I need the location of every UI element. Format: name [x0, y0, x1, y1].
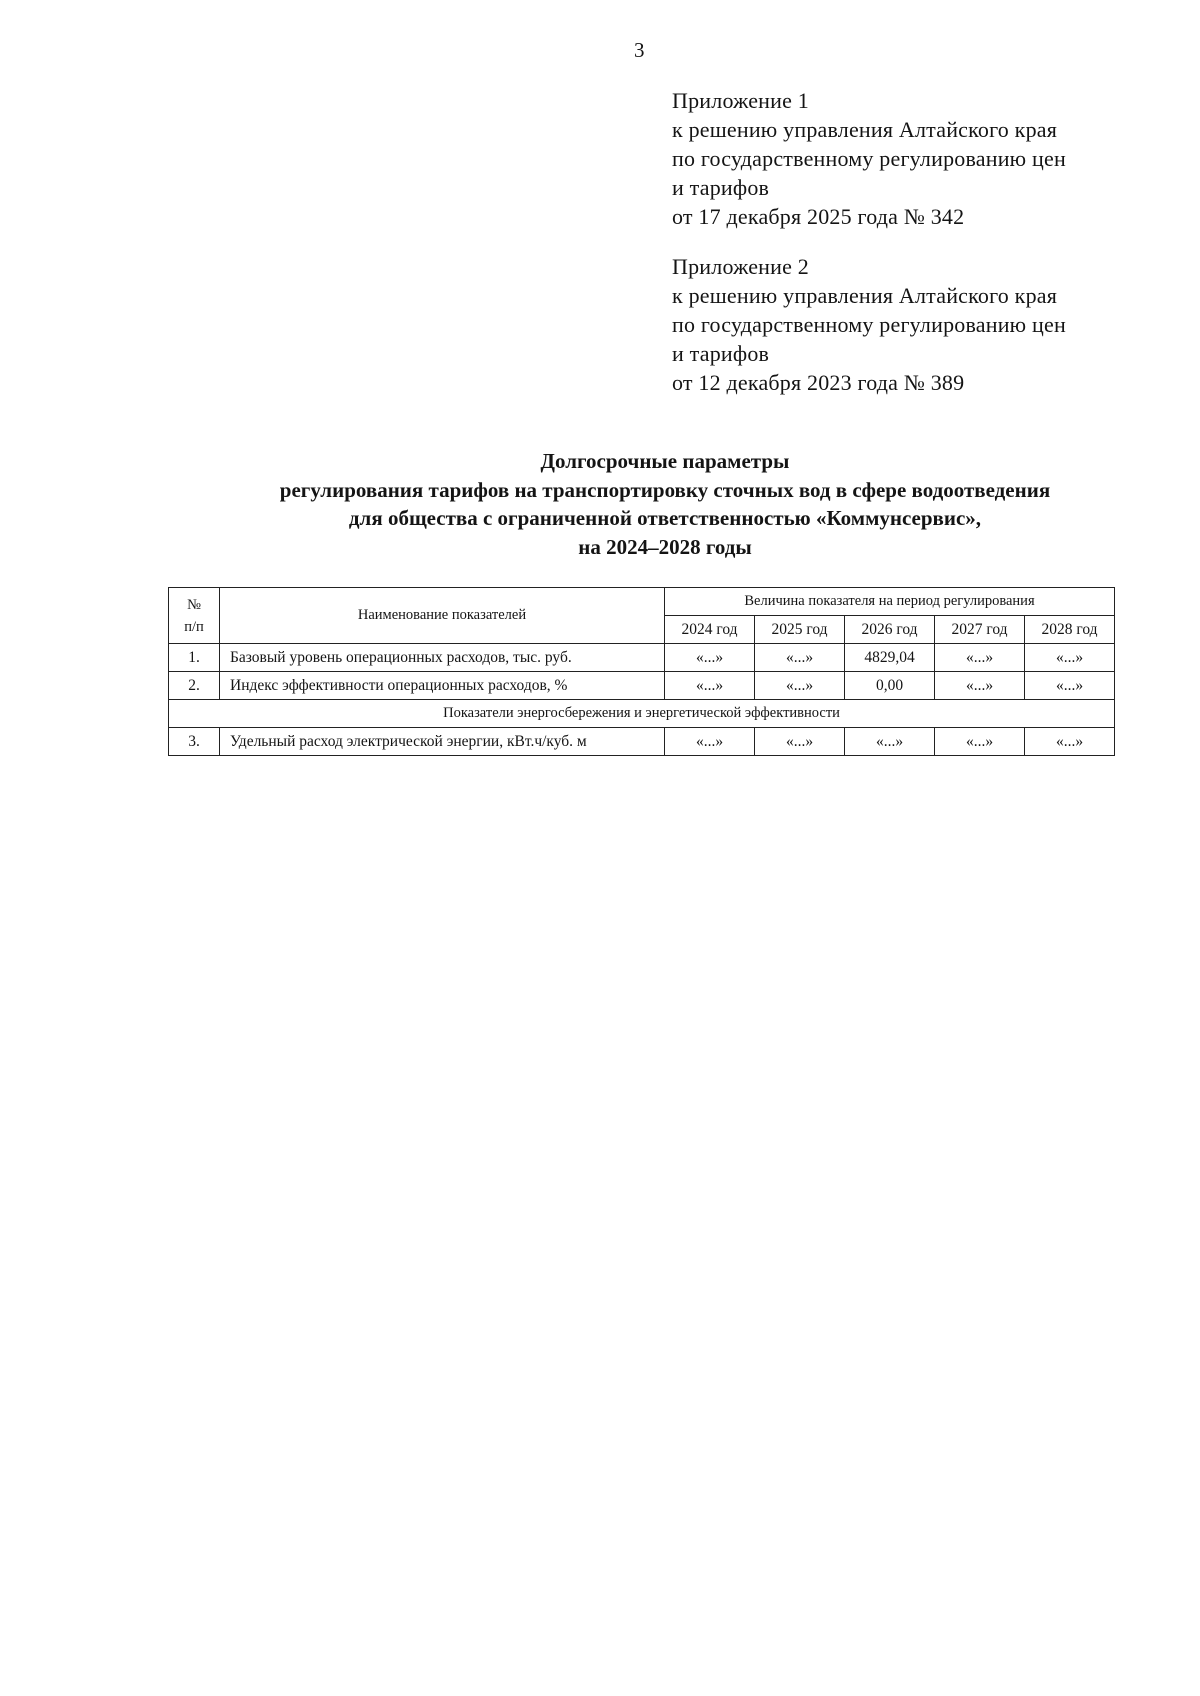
appendix-2-date: от 12 декабря 2023 года № 389: [672, 370, 965, 395]
header-year: 2025 год: [755, 616, 845, 644]
row-indicator-name: Базовый уровень операционных расходов, тыс. руб.: [220, 644, 665, 672]
row-value: «...»: [665, 728, 755, 756]
row-value: «...»: [935, 672, 1025, 700]
title-line: Долгосрочные параметры: [540, 449, 790, 473]
appendix-1-line: и тарифов: [672, 175, 770, 200]
row-value: «...»: [755, 672, 845, 700]
table-row: [169, 728, 1115, 756]
row-value: «...»: [755, 644, 845, 672]
row-value: «...»: [1025, 644, 1115, 672]
table-row: [169, 672, 1115, 700]
header-number-abbr: п/п: [184, 618, 204, 635]
header-year: 2028 год: [1025, 616, 1115, 644]
appendix-1-date: от 17 декабря 2025 года № 342: [672, 204, 965, 229]
page-number: 3: [634, 38, 645, 62]
row-value: «...»: [1025, 672, 1115, 700]
header-period: Величина показателя на период регулирования: [665, 588, 1115, 616]
appendix-2-heading: Приложение 2: [672, 254, 809, 279]
table-section-row: [169, 700, 1115, 728]
title-line: на 2024–2028 годы: [578, 534, 752, 559]
row-number: 2.: [169, 672, 220, 700]
header-year: 2024 год: [665, 616, 755, 644]
row-value: «...»: [1025, 728, 1115, 756]
table-header-row: [169, 588, 1115, 616]
title-line: регулирования тарифов на транспортировку сточных вод в сфере водоотведения: [279, 477, 1051, 502]
header-year: 2026 год: [845, 616, 935, 644]
appendix-1-block: [672, 86, 1142, 231]
table-row: [169, 644, 1115, 672]
document-title: [160, 447, 1170, 561]
row-value: 0,00: [845, 672, 935, 700]
row-value: «...»: [935, 728, 1025, 756]
appendix-2-block: [672, 252, 1142, 397]
row-value: «...»: [935, 644, 1025, 672]
appendix-2-line: и тарифов: [672, 341, 770, 366]
row-indicator-name: Индекс эффективности операционных расходов, %: [220, 672, 665, 700]
row-value: «...»: [665, 644, 755, 672]
row-value: 4829,04: [845, 644, 935, 672]
row-number: 1.: [169, 644, 220, 672]
header-year: 2027 год: [935, 616, 1025, 644]
row-value: «...»: [755, 728, 845, 756]
section-title: Показатели энергосбережения и энергетической эффективности: [169, 700, 1115, 728]
appendix-2-line: к решению управления Алтайского края: [672, 283, 1058, 308]
row-value: «...»: [665, 672, 755, 700]
row-indicator-name: Удельный расход электрической энергии, кВт.ч/куб. м: [220, 728, 665, 756]
row-value: «...»: [845, 728, 935, 756]
appendix-1-line: по государственному регулированию цен: [672, 146, 1066, 171]
header-number: [169, 588, 220, 644]
row-number: 3.: [169, 728, 220, 756]
header-indicator-name: Наименование показателей: [220, 588, 665, 644]
appendix-1-heading: Приложение 1: [672, 88, 809, 113]
parameters-table: [168, 587, 1115, 756]
appendix-2-line: по государственному регулированию цен: [672, 312, 1066, 337]
appendix-1-line: к решению управления Алтайского края: [672, 117, 1058, 142]
title-line: для общества с ограниченной ответственностью «Коммунсервис»,: [348, 506, 982, 530]
header-number-sign: №: [187, 596, 201, 613]
